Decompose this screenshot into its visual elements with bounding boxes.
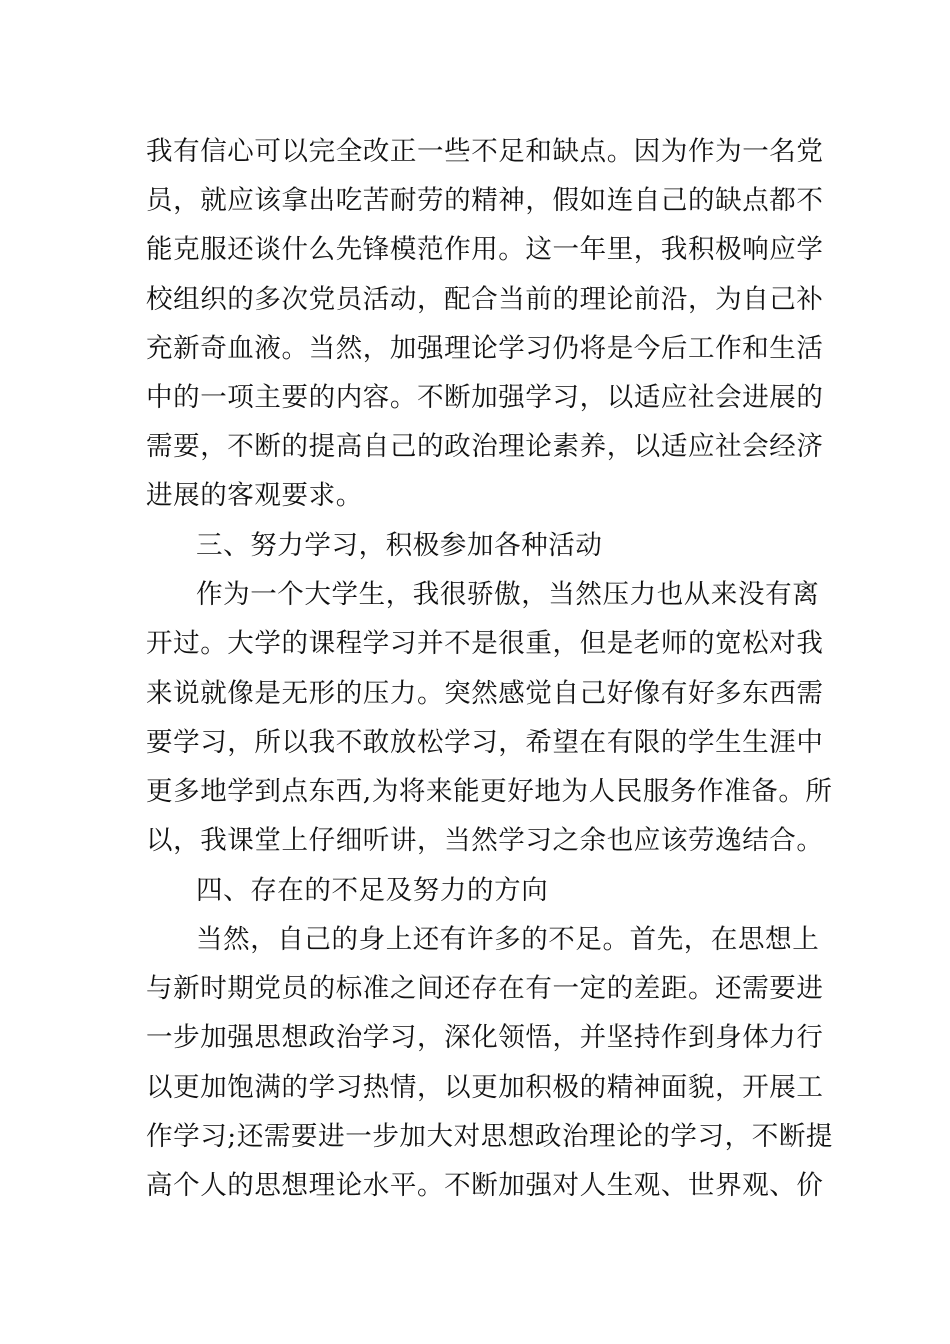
section-heading: 三、努力学习，积极参加各种活动: [196, 530, 603, 561]
paragraph-line: 来说就像是无形的压力。突然感觉自己好像有好多东西需: [146, 678, 824, 709]
paragraph-line: 我有信心可以完全改正一些不足和缺点。因为作为一名党: [146, 136, 824, 167]
paragraph-line: 进展的客观要求。: [146, 480, 363, 511]
section-heading: 四、存在的不足及努力的方向: [196, 875, 549, 906]
paragraph-line: 能克服还谈什么先锋模范作用。这一年里，我积极响应学: [146, 234, 824, 265]
paragraph-line: 作为一个大学生，我很骄傲，当然压力也从来没有离: [196, 579, 820, 610]
paragraph-line: 当然，自己的身上还有许多的不足。首先，在思想上: [196, 924, 820, 955]
paragraph-line: 以更加饱满的学习热情，以更加积极的精神面貌，开展工: [146, 1072, 824, 1103]
paragraph-line: 以，我课堂上仔细听讲，当然学习之余也应该劳逸结合。: [146, 825, 824, 856]
paragraph-line: 作学习;还需要进一步加大对思想政治理论的学习，不断提: [146, 1121, 834, 1152]
paragraph-line: 要学习，所以我不敢放松学习，希望在有限的学生生涯中: [146, 727, 824, 758]
paragraph-line: 员，就应该拿出吃苦耐劳的精神，假如连自己的缺点都不: [146, 185, 824, 216]
paragraph-line: 校组织的多次党员活动，配合当前的理论前沿，为自己补: [146, 284, 824, 315]
paragraph-line: 需要，不断的提高自己的政治理论素养，以适应社会经济: [146, 431, 824, 462]
paragraph-line: 一步加强思想政治学习，深化领悟，并坚持作到身体力行: [146, 1022, 824, 1053]
paragraph-line: 与新时期党员的标准之间还存在有一定的差距。还需要进: [146, 973, 824, 1004]
paragraph-line: 中的一项主要的内容。不断加强学习，以适应社会进展的: [146, 382, 824, 413]
paragraph-line: 开过。大学的课程学习并不是很重，但是老师的宽松对我: [146, 628, 824, 659]
paragraph-line: 更多地学到点东西,为将来能更好地为人民服务作准备。所: [146, 776, 833, 807]
paragraph-line: 充新奇血液。当然，加强理论学习仍将是今后工作和生活: [146, 333, 824, 364]
paragraph-line: 高个人的思想理论水平。不断加强对人生观、世界观、价: [146, 1170, 824, 1201]
